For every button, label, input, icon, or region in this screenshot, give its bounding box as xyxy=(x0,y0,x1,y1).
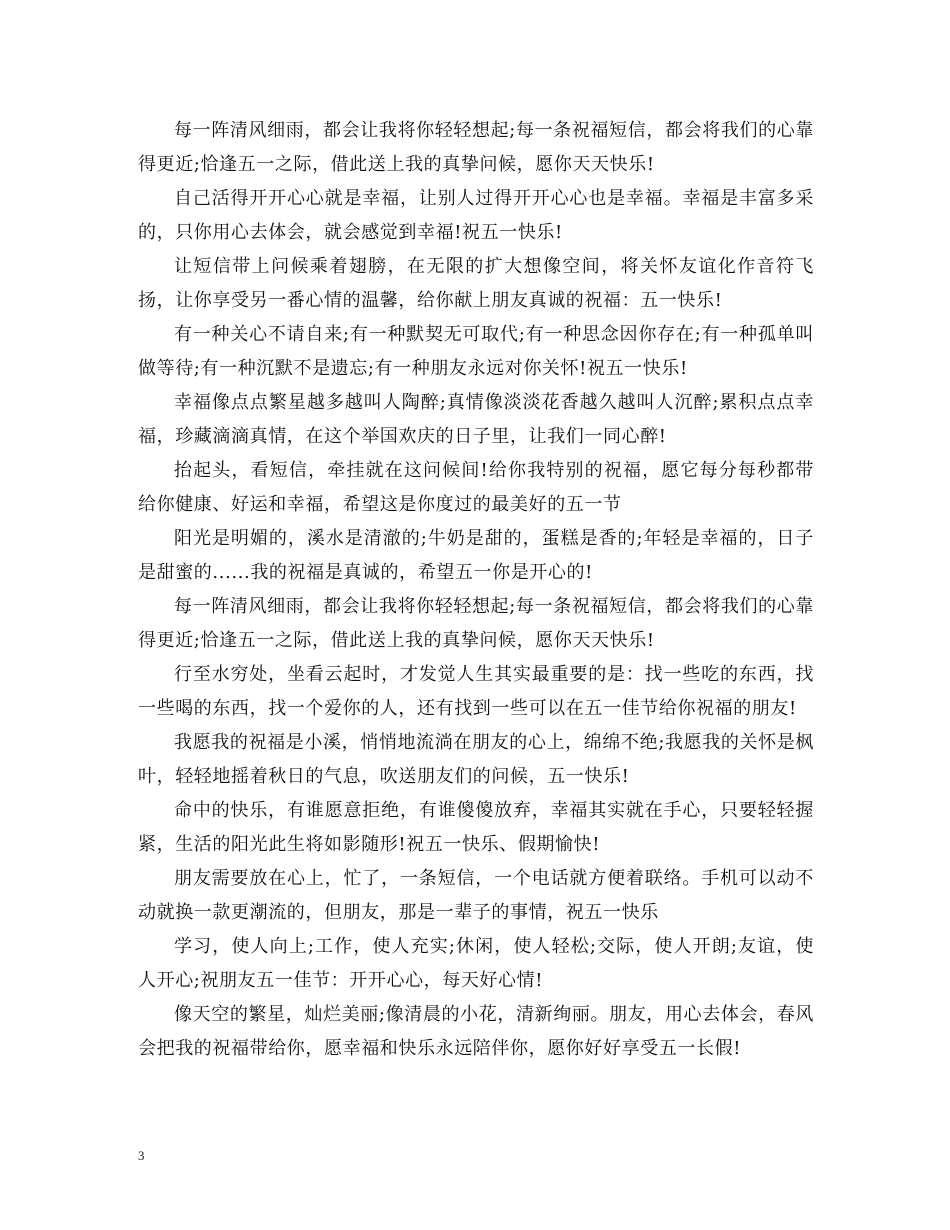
paragraph: 我愿我的祝福是小溪，悄悄地流淌在朋友的心上，绵绵不绝;我愿我的关怀是枫叶，轻轻地摇着秋日的气息，吹送朋友们的问候，五一快乐! xyxy=(138,732,814,787)
page-number: 3 xyxy=(138,1148,145,1163)
paragraph: 朋友需要放在心上，忙了，一条短信，一个电话就方便着联络。手机可以动不动就换一款更潮流的，但朋友，那是一辈子的事情，祝五一快乐 xyxy=(138,868,814,923)
paragraph: 有一种关心不请自来;有一种默契无可取代;有一种思念因你存在;有一种孤单叫做等待;有一种沉默不是遗忘;有一种朋友永远对你关怀!祝五一快乐! xyxy=(138,324,814,379)
document-body xyxy=(138,114,814,1066)
paragraph: 抬起头，看短信，牵挂就在这问候间!给你我特别的祝福，愿它每分每秒都带给你健康、好运和幸福，希望这是你度过的最美好的五一节 xyxy=(138,460,814,515)
paragraph: 像天空的繁星，灿烂美丽;像清晨的小花，清新绚丽。朋友，用心去体会，春风会把我的祝福带给你，愿幸福和快乐永远陪伴你，愿你好好享受五一长假! xyxy=(138,1004,814,1059)
paragraph: 每一阵清风细雨，都会让我将你轻轻想起;每一条祝福短信，都会将我们的心靠得更近;恰逢五一之际，借此送上我的真挚问候，愿你天天快乐! xyxy=(138,596,814,651)
paragraph: 行至水穷处，坐看云起时，才发觉人生其实最重要的是：找一些吃的东西，找一些喝的东西，找一个爱你的人，还有找到一些可以在五一佳节给你祝福的朋友! xyxy=(138,664,814,719)
paragraph: 幸福像点点繁星越多越叫人陶醉;真情像淡淡花香越久越叫人沉醉;累积点点幸福，珍藏滴滴真情，在这个举国欢庆的日子里，让我们一同心醉! xyxy=(138,392,814,447)
paragraph: 自己活得开开心心就是幸福，让别人过得开开心心也是幸福。幸福是丰富多采的，只你用心去体会，就会感觉到幸福!祝五一快乐! xyxy=(138,188,814,243)
paragraph: 命中的快乐，有谁愿意拒绝，有谁傻傻放弃，幸福其实就在手心，只要轻轻握紧，生活的阳光此生将如影随形!祝五一快乐、假期愉快! xyxy=(138,800,814,855)
paragraph: 让短信带上问候乘着翅膀，在无限的扩大想像空间，将关怀友谊化作音符飞扬，让你享受另一番心情的温馨，给你献上朋友真诚的祝福：五一快乐! xyxy=(138,256,814,311)
paragraph: 每一阵清风细雨，都会让我将你轻轻想起;每一条祝福短信，都会将我们的心靠得更近;恰逢五一之际，借此送上我的真挚问候，愿你天天快乐! xyxy=(138,120,814,175)
paragraph: 学习，使人向上;工作，使人充实;休闲，使人轻松;交际，使人开朗;友谊，使人开心;祝朋友五一佳节：开开心心，每天好心情! xyxy=(138,936,814,991)
paragraph: 阳光是明媚的，溪水是清澈的;牛奶是甜的，蛋糕是香的;年轻是幸福的，日子是甜蜜的......我的祝福是真诚的，希望五一你是开心的! xyxy=(138,528,814,583)
